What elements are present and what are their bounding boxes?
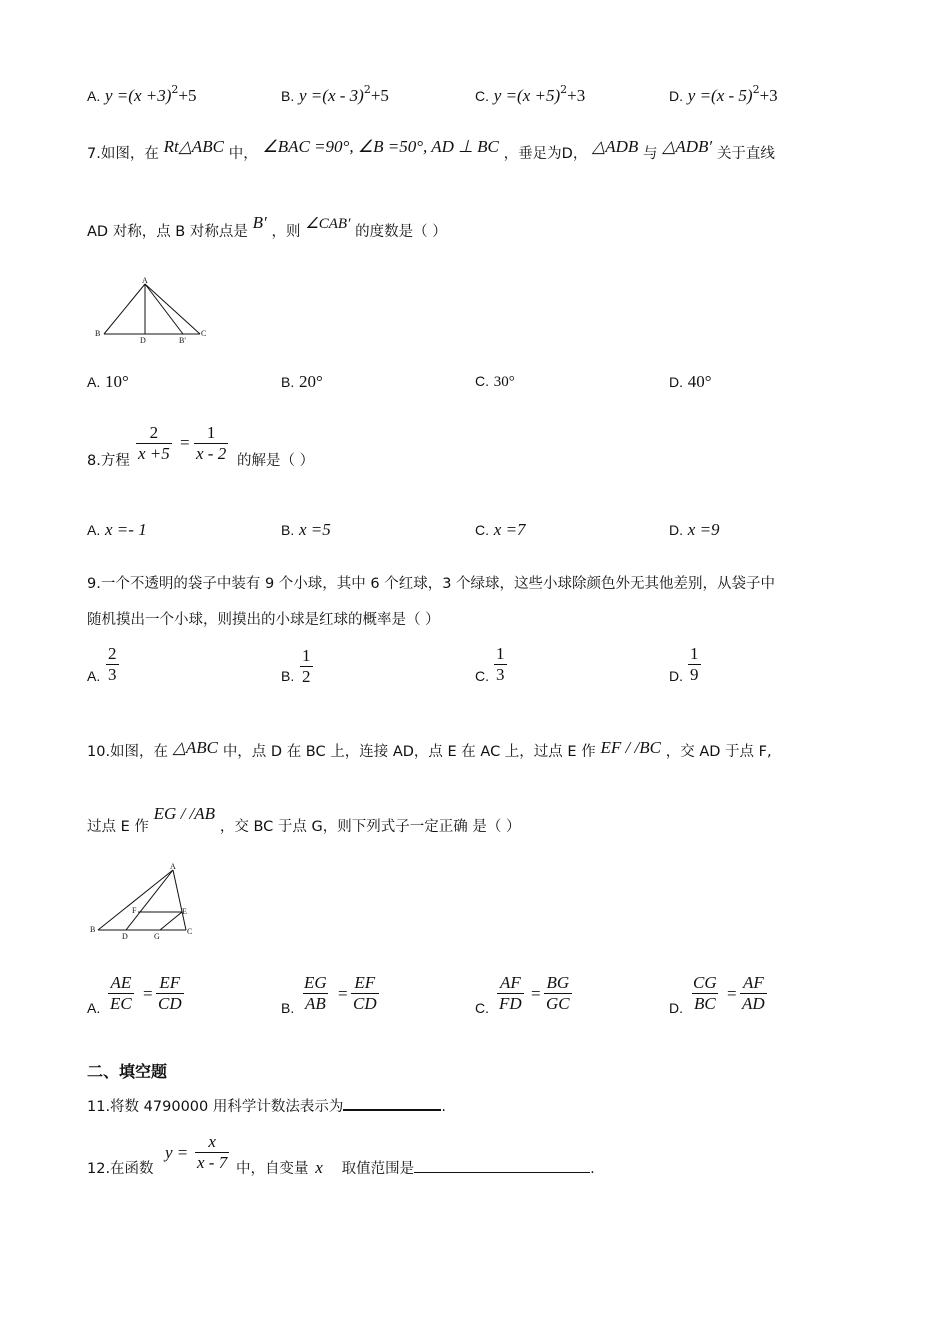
- q8-suffix: 的解是（ ）: [237, 453, 315, 469]
- q7-fig-label-a: A: [142, 276, 148, 285]
- q9-option-a-fraction: $\frac{2}{3}$: [108, 644, 117, 684]
- q8-equals: =: [180, 433, 190, 452]
- q7-figure: [90, 272, 220, 352]
- q7-fig-label-c: C: [201, 329, 207, 338]
- q6-option-a: A. $y =(x +3)^2+5$: [87, 83, 197, 105]
- q8-option-a: A. x =- 1: [87, 520, 147, 539]
- q10-fig-label-d: D: [122, 932, 128, 941]
- q6-option-d: D. y =(x - 5)$^2$+3: [669, 83, 778, 105]
- q10-fig-label-e: E: [182, 907, 187, 916]
- q10-fig-label-a: A: [170, 862, 176, 871]
- q9-line1: 9.一个不透明的袋子中装有 9 个小球，其中 6 个红球，3 个绿球，这些小球除颜色外无其他差别，从袋子中: [87, 576, 776, 592]
- q8-option-d: D. x =9: [669, 520, 720, 539]
- q7-line1: 7.如图，在 Rt△ABC 中， ∠BAC =90°, ∠B =50°, AD ⊥ BC ，垂足为D， △ADB 与 △ADB′ 关于直线: [87, 137, 775, 162]
- q10-option-d-eq: =: [727, 984, 737, 1003]
- q9-option-c-label: C.: [475, 668, 489, 684]
- q9-option-c-fraction: $\frac{1}{3}$: [496, 644, 505, 684]
- q7-fig-label-bprime: B': [179, 336, 186, 345]
- q12-mid: 中，自变量 x 取值范围是 .: [236, 1158, 595, 1177]
- q10-option-a-frac2: $\frac{EF}{CD}$: [158, 973, 182, 1013]
- q12-fraction: $\frac{x}{x - 7}$: [197, 1132, 228, 1172]
- q10-option-c-frac1: $\frac{AF}{FD}$: [499, 973, 522, 1013]
- q10-fig-label-g: G: [154, 932, 160, 941]
- q8-rhs-fraction: $\frac{1}{x - 2}$: [196, 423, 227, 463]
- q10-option-c-label: C.: [475, 1000, 489, 1016]
- q10-option-c-frac2: $\frac{BG}{GC}$: [546, 973, 570, 1013]
- q10-option-b-label: B.: [281, 1000, 295, 1016]
- q7-fig-label-b: B: [95, 329, 101, 338]
- q6-option-c: C. $y =(x +5)^2+3$: [475, 83, 586, 105]
- q10-option-d-label: D.: [669, 1000, 683, 1016]
- q10-option-b-frac1: $\frac{EG}{AB}$: [304, 973, 327, 1013]
- q9-option-d-label: D.: [669, 668, 683, 684]
- q9-option-d-fraction: $\frac{1}{9}$: [690, 644, 699, 684]
- q12-blank[interactable]: [414, 1158, 590, 1173]
- q7-option-d: D. 40°: [669, 372, 712, 391]
- q7-option-a: A. 10°: [87, 372, 129, 391]
- q10-option-d-frac2: $\frac{AF}{AD}$: [742, 973, 765, 1013]
- q10-option-d-frac1: $\frac{CG}{BC}$: [693, 973, 717, 1013]
- q10-option-a-frac1: $\frac{AE}{EC}$: [110, 973, 132, 1013]
- q8-option-c: C. x =7: [475, 520, 526, 539]
- q7-option-b: B. 20°: [281, 372, 323, 391]
- q10-fig-label-c: C: [187, 927, 193, 936]
- q10-option-b-frac2: $\frac{EF}{CD}$: [353, 973, 377, 1013]
- section-title: 二、填空题: [87, 1062, 168, 1081]
- q10-fig-label-f: F: [132, 906, 137, 915]
- q8-prefix: 8.方程: [87, 453, 130, 469]
- q10-line1: 10.如图，在 △ABC 中，点 D 在 BC 上，连接 AD，点 E 在 AC 上，过点 E 作 EF / /BC ，交 AD 于点 F,: [87, 738, 772, 760]
- q6-option-b: B. y =(x - 3)$^2$+5: [281, 83, 389, 105]
- q10-figure: [88, 860, 198, 942]
- q9-line2: 随机摸出一个小球，则摸出的小球是红球的概率是（ ）: [87, 612, 440, 628]
- q8-lhs-fraction: $\frac{2}{x +5}$: [138, 423, 170, 463]
- q9-option-a-label: A.: [87, 668, 101, 684]
- q11-blank[interactable]: [343, 1095, 441, 1111]
- q11: 11.将数 4790000 用科学计数法表示为 .: [87, 1095, 446, 1116]
- q7-fig-label-d: D: [140, 336, 146, 345]
- q7-option-c: C. 30°: [475, 373, 515, 390]
- q10-option-b-eq: =: [338, 984, 348, 1003]
- q10-option-c-eq: =: [531, 984, 541, 1003]
- q10-option-a-eq: =: [143, 984, 153, 1003]
- q10-option-a-label: A.: [87, 1000, 101, 1016]
- q10-line2: 过点 E 作 EG / /AB ，交 BC 于点 G，则下列式子一定正确 是（ ）: [87, 804, 521, 835]
- q12-prefix: 12.在函数: [87, 1161, 154, 1177]
- q9-option-b-label: B.: [281, 668, 295, 684]
- q10-fig-label-b: B: [90, 925, 96, 934]
- q12-y: y =: [165, 1143, 189, 1162]
- q8-option-b: B. x =5: [281, 520, 331, 539]
- q7-line2: AD 对称，点 B 对称点是 B′ ，则 ∠CAB′ 的度数是（ ）: [87, 213, 447, 240]
- q9-option-b-fraction: $\frac{1}{2}$: [302, 646, 311, 686]
